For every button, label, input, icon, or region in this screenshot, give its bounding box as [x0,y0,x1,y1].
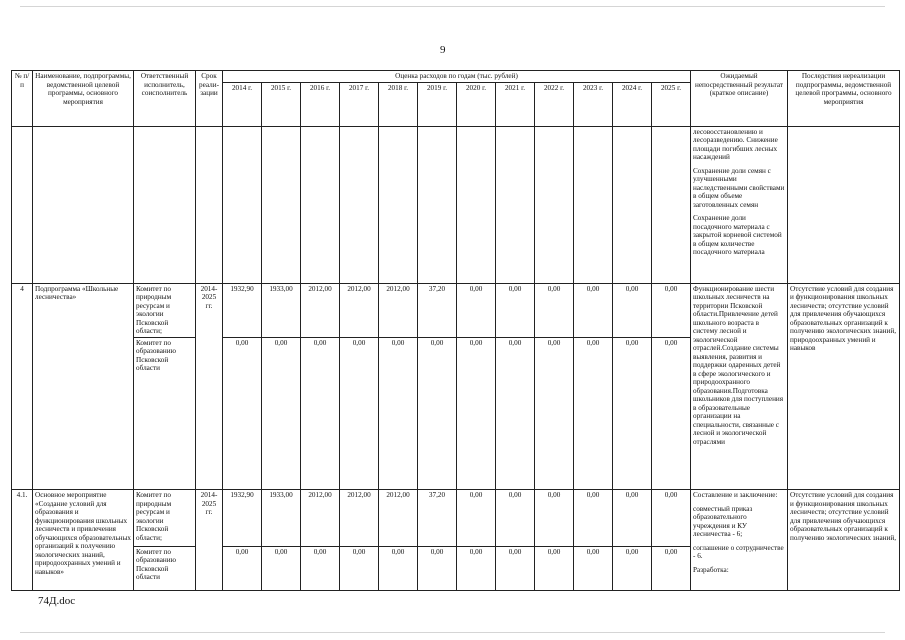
cost-value: 2012,00 [301,490,340,546]
cost-value: 0,00 [535,546,574,590]
header-consequences: Последствия нереализации подпрограммы, ведомственной целевой программы, основного мероприятия [788,71,900,127]
cost-value: 0,00 [613,546,652,590]
row-number: 4.1. [12,490,33,591]
header-year: 2023 г. [574,82,613,126]
table-row-4-1 [12,490,900,546]
header-year: 2019 г. [418,82,457,126]
cost-value: 0,00 [652,546,691,590]
row-result: Функционирование шести школьных лесничеств на территории Псковской области.Привлечение детей школьного возраста в систему лесной и экологической отраслей.Создание системы выявления, развития и поддержки одаренных детей в сфере экологического и природоохранного образования.Подготовка школьников для поступления в образовательные организации на специальности, связанные с лесной и экологической отраслями [691,283,788,490]
result-line: Разработка: [693,565,729,574]
row-responsible: Комитет по природным ресурсам и экологии Псковской области; [134,490,196,546]
header-year: 2015 г. [262,82,301,126]
scan-artifact-top [20,6,885,7]
row-consequence: Отсутствие условий для создания и функционирования школьных лесничеств; отсутствие условий для привлечения обучающихся образовательных организаций к получению экологических знаний, [788,490,900,591]
table-row-4 [12,283,900,337]
cost-value: 2012,00 [379,490,418,546]
cost-value: 0,00 [340,546,379,590]
cost-value: 0,00 [457,337,496,490]
cost-value: 1932,90 [223,283,262,337]
row-number: 4 [12,283,33,490]
header-year: 2020 г. [457,82,496,126]
header-year: 2022 г. [535,82,574,126]
result-text: лесовосстановлению и лесоразведению. Снижение площади погибших лесных насаждений [693,127,778,162]
cost-value: 0,00 [535,283,574,337]
result-text: Сохранение доли семян с улучшенными наследственными свойствами в общем объеме заготовленных семян [693,166,785,209]
cost-value: 0,00 [457,490,496,546]
header-responsible: Ответственный исполнитель, соисполнитель [134,71,196,127]
cost-value: 0,00 [613,283,652,337]
header-year: 2025 г. [652,82,691,126]
cost-value: 0,00 [301,337,340,490]
row-name: Подпрограмма «Школьные лесничества» [33,283,134,490]
cost-value: 1933,00 [262,490,301,546]
cost-value: 0,00 [535,337,574,490]
cost-value: 0,00 [613,490,652,546]
cost-value: 0,00 [418,546,457,590]
cost-value: 0,00 [301,546,340,590]
cost-value: 0,00 [496,337,535,490]
cost-value: 0,00 [457,283,496,337]
cost-value: 0,00 [574,337,613,490]
cost-value: 0,00 [262,337,301,490]
cost-value: 2012,00 [301,283,340,337]
header-year: 2016 г. [301,82,340,126]
cost-value: 0,00 [652,283,691,337]
table-row-continuation [12,126,900,283]
row-responsible: Комитет по образованию Псковской области [134,546,196,590]
result-text: Сохранение доли посадочного материала с закрытой корневой системой в общем количестве посадочного материала [693,214,782,257]
row-responsible: Комитет по образованию Псковской области [134,337,196,490]
row-responsible: Комитет по природным ресурсам и экологии Псковской области; [134,283,196,337]
cost-value: 0,00 [262,546,301,590]
cost-value: 0,00 [223,337,262,490]
program-table [11,70,900,591]
result-line: соглашение о сотрудничестве - 6. [693,543,784,561]
cost-value: 0,00 [223,546,262,590]
row-term: 2014-2025 гг. [196,283,223,490]
row-name: Основное мероприятие «Создание условий для образования и функционирования школьных лесничеств и привлечения обучающихся образовательных организаций к получению экологических знаний, природоохранных умений и навыков» [33,490,134,591]
cost-value: 0,00 [457,546,496,590]
header-term: Срок реали-зации [196,71,223,127]
row-result [691,490,788,591]
scan-artifact-bottom [20,632,885,633]
header-costs: Оценка расходов по годам (тыс. рублей) [223,71,691,83]
cost-value: 0,00 [613,337,652,490]
cost-value: 37,20 [418,490,457,546]
cost-value: 1932,90 [223,490,262,546]
header-year: 2018 г. [379,82,418,126]
cost-value: 0,00 [496,490,535,546]
header-year: 2014 г. [223,82,262,126]
header-no: № п/п [12,71,33,127]
row-consequence: Отсутствие условий для создания и функционирования школьных лесничеств; отсутствие условий для привлечения обучающихся образовательных организаций к получению экологических знаний, природоохранных умений и навыков [788,283,900,490]
cost-value: 1933,00 [262,283,301,337]
cost-value: 37,20 [418,283,457,337]
cost-value: 0,00 [418,337,457,490]
result-line: совместный приказ образовательного учреждения и КУ лесничества - 6; [693,504,753,539]
header-year: 2017 г. [340,82,379,126]
cost-value: 0,00 [652,490,691,546]
header-year: 2021 г. [496,82,535,126]
header-name: Наименование, подпрограммы, ведомственной целевой программы, основного мероприятия [33,71,134,127]
result-continuation-cell [691,126,788,283]
row-term: 2014-2025 гг. [196,490,223,591]
footer-filename: 74Д.doc [38,595,76,607]
cost-value: 0,00 [574,546,613,590]
cost-value: 0,00 [574,490,613,546]
page-number: 9 [440,44,446,56]
result-line: Составление и заключение: [693,491,778,500]
cost-value: 0,00 [496,283,535,337]
cost-value: 2012,00 [379,283,418,337]
cost-value: 0,00 [535,490,574,546]
cost-value: 2012,00 [340,490,379,546]
cost-value: 0,00 [574,283,613,337]
header-result: Ожидаемый непосредственный результат (краткое описание) [691,71,788,127]
cost-value: 2012,00 [340,283,379,337]
cost-value: 0,00 [340,337,379,490]
cost-value: 0,00 [379,337,418,490]
header-year: 2024 г. [613,82,652,126]
cost-value: 0,00 [379,546,418,590]
cost-value: 0,00 [652,337,691,490]
cost-value: 0,00 [496,546,535,590]
